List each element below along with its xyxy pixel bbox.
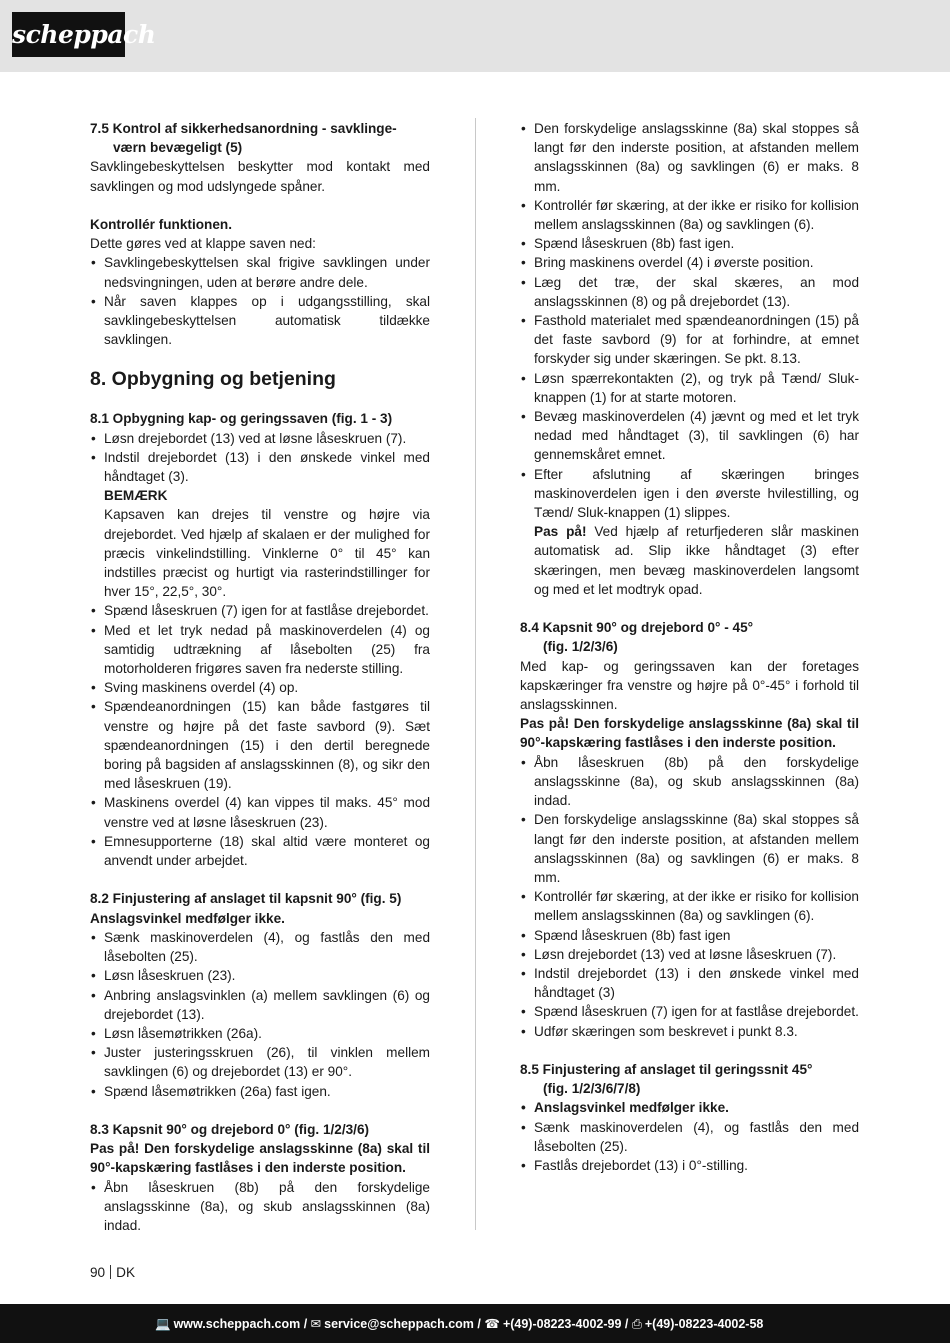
scheppach-logo: scheppach	[12, 12, 125, 57]
header-bar	[0, 0, 950, 72]
section-8-3-list-continued	[520, 119, 859, 599]
check-function-list	[90, 253, 430, 349]
note-text: Kapsaven kan drejes til venstre og højre via drejebordet. Ved hjælp af skalaen er der mulighed for præcis vinkelindstilling. Vinklerne 0° til 45° kan indstilles præcist og hurtigt via rasterindstillinger for hver 15°, 22,5°, 30°.	[104, 507, 430, 600]
list-item: • Bring maskinens overdel (4) i øverste position.	[520, 253, 859, 272]
check-function-title: Kontrollér funktionen.	[90, 217, 232, 232]
phone-icon: ☎	[484, 1317, 500, 1331]
section-8-5-title-line1: 8.5 Finjustering af anslaget til geringssnit 45°	[520, 1061, 813, 1077]
list-item: • Spænd låseskruen (8b) fast igen	[520, 926, 859, 945]
section-8-3-title: 8.3 Kapsnit 90° og drejebord 0° (fig. 1/2/3/6)	[90, 1121, 370, 1137]
list-item	[520, 465, 859, 599]
list-item: • Læg det træ, der skal skæres, an mod anslagsskinnen (8) og på drejebordet (13).	[520, 273, 859, 311]
section-7-5-title-line2: værn bevægeligt (5)	[113, 140, 243, 156]
list-item: • Den forskydelige anslagsskinne (8a) skal stoppes så langt før den inderste position, at afstanden mellem anslagsskinnen (8a) og savklingen (6) er maks. 8 mm.	[520, 119, 859, 196]
chapter-8-heading: 8. Opbygning og betjening	[90, 368, 336, 391]
list-item: • Åbn låseskruen (8b) på den forskydelige anslagsskinne (8a), og skub anslagsskinnen (8a) indad.	[90, 1178, 430, 1236]
fax-icon: ⎙	[631, 1317, 642, 1331]
section-8-5-list	[520, 1098, 859, 1175]
section-8-1-title: 8.1 Opbygning kap- og geringssaven (fig. 1 - 3)	[90, 411, 393, 427]
section-8-4-text: Med kap- og geringssaven kan der foretages kapskæringer fra venstre og højre på 0°-45° i forhold til anslagsskinnen.	[520, 658, 859, 713]
computer-icon: 💻	[155, 1317, 171, 1331]
section-8-2-title: 8.2 Finjustering af anslaget til kapsnit 90° (fig. 5)	[90, 891, 402, 907]
contact-bar	[0, 1304, 950, 1343]
page-footer	[90, 1265, 135, 1280]
list-item: • Savklingebeskyttelsen skal frigive savklingen under nedsvingningen, uden at berøre andre dele.	[90, 253, 430, 291]
section-7-5-title-line1: 7.5 Kontrol af sikkerhedsanordning - savklinge-	[90, 121, 397, 136]
section-7-5-text: Savklingebeskyttelsen beskytter mod kontakt med savklingen og mod udslyngede spåner.	[90, 159, 430, 194]
list-item: • Den forskydelige anslagsskinne (8a) skal stoppes så langt før den inderste position, at afstanden mellem anslagsskinnen (8a) og savklingen (6) er maks. 8 mm.	[520, 810, 859, 887]
list-item: • Løsn drejebordet (13) ved at løsne låseskruen (7).	[520, 945, 859, 964]
contact-line	[155, 1316, 763, 1332]
list-item	[90, 448, 430, 602]
list-item: • Fasthold materialet med spændeanordningen (15) på det faste savbord (9) for at forhindre, at emnet forskyder sig under skæringen. Se pkt. 8.13.	[520, 311, 859, 369]
list-item: • Indstil drejebordet (13) i den ønskede vinkel med håndtaget (3)	[520, 964, 859, 1002]
list-item: • Anbring anslagsvinklen (a) mellem savklingen (6) og drejebordet (13).	[90, 986, 430, 1024]
mail-icon: ✉	[310, 1317, 322, 1331]
section-8-5-title	[520, 1060, 859, 1098]
list-item: • Emnesupporterne (18) skal altid være monteret og anvendt under arbejdet.	[90, 832, 430, 870]
list-item: • Spænd låseskruen (7) igen for at fastlåse drejebordet.	[90, 601, 430, 620]
list-item: • Når saven klappes op i udgangsstilling, skal savklingebeskyttelsen automatisk tildække savklingen.	[90, 292, 430, 350]
section-8-4-title-line2: (fig. 1/2/3/6)	[543, 639, 618, 655]
section-8-2-subtitle: Anslagsvinkel medfølger ikke.	[90, 910, 285, 926]
page-number: 90	[90, 1265, 106, 1280]
list-item: • Fastlås drejebordet (13) i 0°-stilling.	[520, 1156, 859, 1175]
list-item: • Løsn drejebordet (13) ved at løsne låseskruen (7).	[90, 429, 430, 448]
section-8-4-warning: Pas på! Den forskydelige anslagsskinne (8a) skal til 90°-kapskæring fastlåses i den inderste position.	[520, 716, 859, 751]
right-column	[520, 119, 859, 1175]
section-8-4-list	[520, 753, 859, 1041]
email-link[interactable]: service@scheppach.com /	[324, 1317, 481, 1331]
language-code: DK	[116, 1265, 136, 1280]
list-item: • Løsn låsemøtrikken (26a).	[90, 1024, 430, 1043]
list-item: • Løsn spærrekontakten (2), og tryk på Tænd/ Sluk-knappen (1) for at starte motoren.	[520, 369, 859, 407]
list-item-text: Indstil drejebordet (13) i den ønskede vinkel med håndtaget (3).	[104, 449, 430, 485]
list-item: • Sving maskinens overdel (4) op.	[90, 678, 430, 697]
column-divider	[475, 118, 476, 1230]
list-item: • Kontrollér før skæring, at der ikke er risiko for kollision mellem anslagsskinnen (8a) og savklingen (6).	[520, 887, 859, 925]
list-item: • Bevæg maskinoverdelen (4) jævnt og med et let tryk nedad med håndtaget (3), til savklingen (6) har gennemskåret emnet.	[520, 407, 859, 465]
list-item: • Sænk maskinoverdelen (4), og fastlås den med låsebolten (25).	[90, 928, 430, 966]
list-item: • Spænd låseskruen (7) igen for at fastlåse drejebordet.	[520, 1002, 859, 1021]
phone-number: +(49)-08223-4002-99 /	[502, 1317, 629, 1331]
list-item: • Udfør skæringen som beskrevet i punkt 8.3.	[520, 1022, 859, 1041]
list-item: • Anslagsvinkel medfølger ikke.	[520, 1098, 859, 1117]
note-label: BEMÆRK	[104, 488, 168, 504]
attention-text: Ved hjælp af returfjederen slår maskinen automatisk ad. Slip ikke håndtaget (3) efter skæringen, men bevæg maskinoverdelen langsomt og med et let modtryk opad.	[534, 524, 859, 597]
footer-separator	[110, 1265, 111, 1279]
check-function-intro: Dette gøres ved at klappe saven ned:	[90, 236, 316, 252]
list-item: • Spænd låsemøtrikken (26a) fast igen.	[90, 1082, 430, 1101]
list-item: • Juster justeringsskruen (26), til vinklen mellem savklingen (6) og drejebordet (13) er 90°.	[90, 1043, 430, 1081]
section-8-3-warning: Pas på! Den forskydelige anslagsskinne (8a) skal til 90°-kapskæring fastlåses i den inderste position.	[90, 1141, 430, 1176]
section-7-5-title	[90, 119, 430, 157]
list-item: • Løsn låseskruen (23).	[90, 966, 430, 985]
section-8-4-title	[520, 618, 859, 656]
list-item: • Spænd låseskruen (8b) fast igen.	[520, 234, 859, 253]
section-8-3-list	[90, 1178, 430, 1236]
section-8-4-title-line1: 8.4 Kapsnit 90° og drejebord 0° - 45°	[520, 620, 754, 636]
fax-number: +(49)-08223-4002-58	[644, 1317, 764, 1331]
list-item: • Maskinens overdel (4) kan vippes til maks. 45° mod venstre ved at løsne låseskruen (23).	[90, 793, 430, 831]
attention-label: Pas på!	[534, 524, 587, 540]
section-8-1-list	[90, 429, 430, 871]
section-8-2-list	[90, 928, 430, 1101]
list-item: • Med et let tryk nedad på maskinoverdelen (4) og samtidig udtrækning af låsebolten (25) fra motorholderen frigøres saven fra nederste stilling.	[90, 621, 430, 679]
list-item: • Åbn låseskruen (8b) på den forskydelige anslagsskinne (8a), og skub anslagsskinnen (8a) indad.	[520, 753, 859, 811]
section-8-5-title-line2: (fig. 1/2/3/6/7/8)	[543, 1081, 641, 1097]
list-item-text: Efter afslutning af skæringen bringes maskinoverdelen igen i den øverste hvilestilling, og Tænd/ Sluk-knappen (1) slippes.	[534, 466, 859, 521]
list-item: • Spændeanordningen (15) kan både fastgøres til venstre og højre på det faste savbord (9). Sæt spændeanordningen (15) i den dertil beregnede boring på bagsiden af anslagsskinnen (8), og sikr den med låseskruen (19).	[90, 697, 430, 793]
left-column	[90, 119, 430, 1235]
list-item: • Kontrollér før skæring, at der ikke er risiko for kollision mellem anslagsskinnen (8a) og savklingen (6).	[520, 196, 859, 234]
website-link[interactable]: www.scheppach.com /	[173, 1317, 308, 1331]
list-item: • Sænk maskinoverdelen (4), og fastlås den med låsebolten (25).	[520, 1118, 859, 1156]
